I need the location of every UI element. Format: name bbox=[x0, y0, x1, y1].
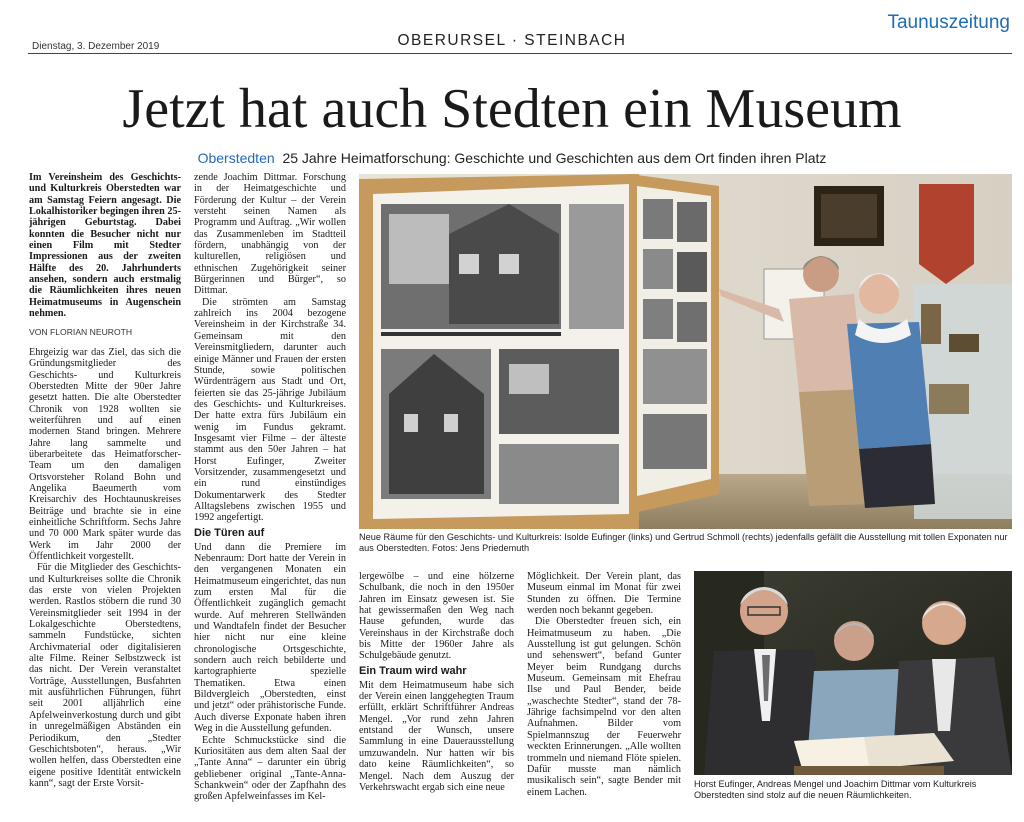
article-column-4 bbox=[527, 571, 681, 798]
masthead-divider bbox=[28, 53, 1012, 54]
article-lead: Im Vereinsheim des Geschichts- und Kulturkreis Oberstedten war am Samstag Feiern angesagt. Die Lokalhistoriker begingen ihren 25-jährigen Geburtstag. Dabei konnten die Besucher nicht nur einen Film mit Stedter Impressionen aus der zweiten Hälfte des 20. Jahrhunderts ansehen, sondern auch erstmalig die Räumlichkeiten ihres neuen Heimatmuseums in Augenschein nehmen. bbox=[29, 172, 181, 320]
exhibition-photo-image bbox=[359, 174, 1012, 529]
body-paragraph: Ehrgeizig war das Ziel, das sich die Gründungsmitglieder des Geschichts- und Kulturkreis Oberstedten Mitte der 90er Jahre gesetzt hatten. Die alte Oberstedter Chronik von 1928 wollten sie weiterführen und auf einen modernen Stand bringen. Mehrere Jahre lang sammelte und überarbeitete das Heimatforscher-Team um den damaligen Ortsvorsteher Roland Bohn und Angelika Baeumerth vom Kreisarchiv des Hochtaunuskreises Beiträge und brachte sie in eine einheitliche Schriftform. Sechs Jahre und 70 000 Mark später wurde das Werk im Jahr 2000 der Öffentlichkeit vorgestellt. bbox=[29, 346, 181, 562]
article-column-1 bbox=[29, 172, 181, 789]
body-paragraph: Für die Mitglieder des Geschichts- und Kulturkreises sollte die Chronik das erste von vielen Projekten werden. Rastlos stöbern die rund 30 Vereinsmitglieder seit 1994 in der Lokalgeschichte Oberstedtens, sammeln Fundstücke, sichten Archivmaterial oder digitalisieren alte Filme. Reiner Selbstzweck ist das nicht. Der Verein veranstaltet Vorträge, Ausstellungen, Busfahrten mit ausführlichen Führungen, führt seit 2001 alljährlich eine Apfelweinverkostung durch und gibt in unregelmäßigen Abständen ein Periodikum, den „Stedter Geschichtsboten“, heraus. „Wir wollen helfen, dass Oberstedten eine eigene positive Identität entwickeln kann“, sagt der Erste Vorsit- bbox=[29, 562, 181, 789]
body-paragraph: zende Joachim Dittmar. Forschung in der Heimatgeschichte und Förderung der Kultur – der Verein versteht seinen Namen als Programm und Auftrag. „Wir wollen das Zusammenleben im Stadtteil fördern, unabhängig von der kulturellen, religiösen und ethnischen Zugehörigkeit seiner Bürgerinnen und Bürger“, so Dittmar. bbox=[194, 172, 346, 297]
body-paragraph: Möglichkeit. Der Verein plant, das Museum einmal im Monat für zwei Stunden zu öffnen. Die Termine werden noch bekannt gegeben. bbox=[527, 571, 681, 617]
article-column-3 bbox=[359, 571, 514, 793]
board-members-photo-image bbox=[694, 571, 1012, 775]
exhibition-photo bbox=[359, 174, 1012, 529]
section-heading: Ein Traum wird wahr bbox=[359, 664, 467, 677]
newspaper-brand: Taunuszeitung bbox=[887, 12, 1010, 33]
photo-caption-secondary: Horst Eufinger, Andreas Mengel und Joachim Dittmar vom Kulturkreis Oberstedten sind stolz auf die neuen Räumlichkeiten. bbox=[694, 779, 977, 800]
article-kicker: Oberstedten bbox=[197, 150, 275, 166]
photo-caption-main: Neue Räume für den Geschichts- und Kulturkreis: Isolde Eufinger (links) und Gertrud Schmoll (rechts) jedenfalls gefällt die Ausstellung mit tollen Exponaten nur aus Oberstedten. Fotos: Jens Priedemuth bbox=[359, 532, 1008, 553]
body-paragraph: Die Oberstedter freuen sich, ein Heimatmuseum zu haben. „Die Ausstellung ist gut gelungen. Schön und sehenswert“, befand Gunter Meyer beim Rundgang durchs Museum. Gemeinsam mit Ehefrau Ilse und Paul Bender, beide „waschechte Stedter“, stand der 78-Jährige fachsimpelnd vor den alten Aufnahmen. Bilder vom Spielmannszug der Feuerwehr weckten Erinnerungen. „Alle wollten trommeln und niemand Flöte spielen. Dafür musste man nämlich musikalisch sein“, sagte Bender mit einem Lachen. bbox=[527, 616, 681, 798]
article-headline: Jetzt hat auch Stedten ein Museum bbox=[122, 78, 902, 140]
article-column-2 bbox=[194, 172, 346, 803]
article-author: VON FLORIAN NEUROTH bbox=[29, 327, 133, 338]
body-paragraph: Und dann die Premiere im Nebenraum: Dort hatte der Verein in den vergangenen Monaten ein Heimatmuseum eingerichtet, das nun zum ersten Mal für die Öffentlichkeit zugänglich gemacht wurde. Auf mehreren Stellwänden und Wandtafeln findet der Besucher hier nicht nur eine kleine chronologische Ortsgeschichte, sondern auch reich bebilderte und kartographierte spezielle Thematiken. Etwa einen Bildvergleich „Oberstedten, einst und jetzt“ oder prähistorische Funde. Auch diverse Exponate haben ihren Weg in die Ausstellung gefunden. bbox=[194, 541, 346, 735]
body-paragraph: Mit dem Heimatmuseum habe sich der Verein einen langgehegten Traum erfüllt, erklärt Schriftführer Andreas Mengel. „Vor rund zehn Jahren entstand der Wunsch, unsere Sammlung in eine Dauerausstellung umzuwandeln. Nur hatten wir bis dato keine Räumlichkeiten“, so Mengel. Nach dem Auszug der Verkehrswacht ergab sich eine neue bbox=[359, 679, 514, 793]
subheadline-text: 25 Jahre Heimatforschung: Geschichte und Geschichten aus dem Ort finden ihren Platz bbox=[282, 150, 827, 166]
body-paragraph: lergewölbe – und eine hölzerne Schulbank, die noch in den 1950er Jahren im Einsatz gewesen ist. Sie hat gewissermaßen den Weg nach Hause gefunden, wurde das Vereinshaus in der Kirchstraße doch bis Mitte der 1960er Jahre als Schulgebäude genutzt. bbox=[359, 571, 514, 662]
body-paragraph: Echte Schmuckstücke sind die Kuriositäten aus dem alten Saal der „Tante Anna“ – darunter ein übrig gebliebener original „Tante-Anna-Schankwein“ oder der Zapfhahn des großen Apfelweinfasses im Kel- bbox=[194, 734, 346, 803]
section-heading: Die Türen auf bbox=[194, 526, 265, 539]
issue-date: Dienstag, 3. Dezember 2019 bbox=[32, 41, 160, 52]
body-paragraph: Die strömten am Samstag zahlreich ins 2004 bezogene Vereinsheim in der Kirchstraße 34. Gemeinsam mit den Vereinsmitgliedern, darunter auch einige Männer und Frauen der ersten Stunde, sowie politischen Würdenträgern aus Stadt und Ort, feierten sie das 25-jährige Jubiläum des Geschichts- und Kulturkreises. Der hatte extra fürs Jubiläum ein wenig im Fundus gekramt. Insgesamt vier Filme – der älteste stammt aus den 50er Jahren – hat Horst Eufinger, Zweiter Vorsitzender, zusammengesetzt und ein rund einstündiges Dokumentarwerk des Stedter Alltagslebens zwischen 1955 und 1992 angefertigt. bbox=[194, 296, 346, 524]
section-title: OBERURSEL · STEINBACH bbox=[397, 32, 627, 49]
article-subheadline bbox=[0, 150, 1024, 166]
board-members-photo bbox=[694, 571, 1012, 775]
